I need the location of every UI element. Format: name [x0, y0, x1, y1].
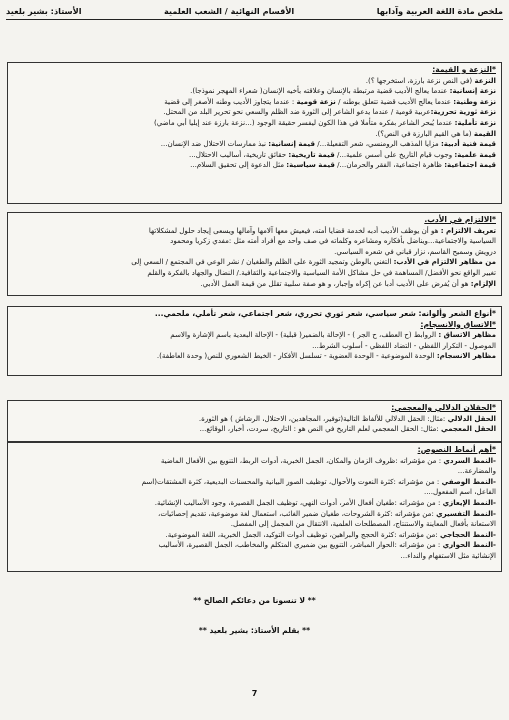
line-text: :مثال: الحقل الدلالي للألفاظ التالية(توفير، المجاهدين، الاحتلال، الرشاش ) هو الثورة. [198, 413, 448, 423]
keyword: نزعة ثورية تحررية: [430, 107, 496, 117]
text-line [13, 247, 496, 258]
line-text: :مثال: الحقل المعجمي لعلم التاريخ في النص هو : التاريخ، سردت، أخبار، الوقائع... [199, 424, 441, 434]
line-text: :من مؤشراته :كثرة الحجج والبراهين، توظيف أدوات التوكيد، الجمل الخبرية، اللغة الموضوعية. [165, 529, 440, 539]
header-section: الأقسام النهائية / الشعب العلمية [163, 6, 295, 16]
box-text-patterns [7, 442, 502, 572]
text-line [13, 351, 496, 362]
section-title: *النزعة و القيمة: [432, 65, 496, 74]
line-text: : من مؤشراته :طغيان أفعال الأمر، أدوات النهي، توظيف الجمل القصيرة، وجود الأساليب الإنشائية. [154, 497, 443, 507]
line-text: هو أن يُفرض على الأديب أدبا عن إكراه وإجبار، و هو صفة سلبية تقلل من قيمة العمل الأدبي. [200, 278, 471, 288]
line-text: عندما يُبحر الشاعر بفكره متأملا في هذا الكون ليفسر حقيقة الوجود (...نزعة بارزة عند إيليا أبي ماضي) [153, 117, 455, 127]
keyword: نزعة قومية [296, 96, 336, 106]
text-line [13, 86, 496, 97]
line-text: الفاعل، اسم المفعول.... [423, 487, 496, 497]
section-title: *الالتزام في الأدب. [424, 215, 496, 224]
footer-prayer: ** لا تنسونا من دعائكم الصالح ** [193, 596, 316, 605]
keyword: قيمة تاريخية: [288, 149, 335, 159]
text-line [13, 118, 496, 129]
text-line [13, 226, 496, 237]
section-title: *أهم أنماط النصوص: [417, 445, 496, 454]
box-tendency-value [7, 62, 502, 204]
header-rule [6, 19, 503, 20]
page-number: 7 [251, 689, 258, 698]
keyword: قيمة سياسية: [286, 160, 335, 170]
text-line [13, 487, 496, 498]
keyword: -النمط الحجاجي [439, 529, 496, 539]
line-text: : من مؤشراته :كثرة النعوت والأحوال، توظيف الصور البيانية والمحسنات البديعية، كثرة المشتقات(اسم [141, 476, 442, 486]
text-line [13, 551, 496, 562]
keyword: نزعة وطنية: [453, 96, 496, 106]
text-line [13, 139, 496, 150]
line-text: نبذ ممارسات الاحتلال ضد الإنسان... [160, 139, 269, 149]
line-text: عندما يعالج الأديب قضية مرتبطة بالإنسان وعلاقته بأخيه الإنسان( شعراء المهجر نموذجا). [190, 86, 450, 96]
line-text: والمضارعة... [457, 466, 496, 476]
box2-lines [13, 226, 496, 290]
text-line [13, 424, 496, 435]
text-line [13, 540, 496, 551]
keyword: الإلزام: [470, 278, 496, 288]
text-line [13, 279, 496, 290]
box-semantic-fields [7, 400, 502, 442]
text-line [13, 268, 496, 279]
text-line [13, 498, 496, 509]
keyword: مظاهر الاتساق : [438, 330, 496, 340]
line-text: مثل الدعوة إلى تحقيق السلام... [190, 160, 287, 170]
line-text: الإنشائية مثل الاستفهام والنداء... [400, 550, 496, 560]
text-line [13, 236, 496, 247]
line-text: : عندما يتجاوز الأديب وطنه الأصغر إلى قضية [164, 96, 297, 106]
box4-lines [13, 414, 496, 435]
line-text: :من مؤشراته :كثرة الشروحات، طغيان ضمير الغائب، استعمال لغة موضوعية، تقديم إحصائيات، [158, 508, 437, 518]
text-line [13, 341, 496, 352]
keyword: -النمط التفسيري [436, 508, 496, 518]
line-text: مزايا المذهب الرومنسي، شعر التفعيلة.../ [314, 139, 441, 149]
text-line [13, 97, 496, 108]
keyword: النزعة [474, 75, 496, 85]
line-text: (ما هي القيم البارزة في النص؟). [375, 128, 474, 138]
keyword: نزعة تأملية: [454, 117, 496, 127]
text-line [13, 509, 496, 520]
line-text: هو أن يوظف الأديب أدبه لخدمة قضايا أمته، فيعيش معها آلامها وآمالها ويسعى إيجاد حلول لمشكلاتها [148, 225, 441, 235]
text-line [13, 414, 496, 425]
header-subject: ملخص مادة اللغة العربية وآدابها [376, 6, 503, 16]
keyword: -النمط الإيعازي [442, 497, 496, 507]
text-line [13, 519, 496, 530]
box3-lines [13, 330, 496, 362]
text-line [13, 330, 496, 341]
page-header [6, 4, 503, 18]
box-commitment [7, 212, 502, 296]
box-poetry-types [7, 306, 502, 376]
line-text: : من مؤشراته :ظروف الزمان والمكان، الجمل الخبرية، أدوات الربط، التنويع بين الأفعال الماضية [160, 455, 444, 465]
poetry-types-line: *أنواع الشعر وألوانه: شعر سياسي، شعر ثوري تحرري، شعر اجتماعي، شعر تأملي، ملحمي... [154, 309, 496, 318]
section-title: *الاتساق والانسجام: [420, 319, 496, 329]
text-line [13, 456, 496, 467]
line-text: : من مؤشراته :الحوار المباشر، التنويع بين ضميري المتكلم والمخاطب، الجمل القصيرة، الأساليب [158, 540, 443, 550]
line-text: عربية قومية / [388, 107, 431, 117]
keyword: قيمة إنسانية: [268, 139, 315, 149]
line-text: تغيير الواقع نحو الأفضل/ المساهمة في حل مشاكل الأمة السياسية والاجتماعية والثقافية./ النضال والجهاد بالفكرة والقلم [147, 267, 496, 277]
text-line [13, 76, 496, 87]
keyword: -النمط السردي [443, 455, 496, 465]
text-line [13, 477, 496, 488]
text-line [13, 129, 496, 140]
text-line [13, 257, 496, 268]
keyword: نزعة إنسانية: [449, 86, 496, 96]
section-title: *الحقلان الدلالي والمعجمي: [391, 403, 496, 412]
header-teacher: الأستاذ: بشير بلعيد [6, 6, 82, 16]
keyword: الحقل المعجمي [440, 424, 496, 434]
line-text: ظاهرة اجتماعية، الفقر والحرمان.../ [334, 160, 445, 170]
keyword: -النمط الوصفي [441, 476, 496, 486]
keyword: الحقل الدلالي [447, 413, 496, 423]
line-text: عندما يدعو الشاعر إلى الثورة ضد الظلم والسعي نحو تحرير البلد من المحتل. [163, 107, 389, 117]
line-text: الروابط (ح العطف، ح الجر ) - الإحالة بالضمير( قبلية) - الإحالة البعدية باسم الإشارة والاسم [170, 330, 439, 340]
text-line [13, 160, 496, 171]
keyword: من مظاهر الالتزام في الأدب: [393, 257, 496, 267]
keyword: تعريف الالتزام : [440, 225, 496, 235]
line-text: الموصول - التكرار اللفظي - التضاد اللفظي - أسلوب الشرط... [312, 340, 496, 350]
box5-lines [13, 456, 496, 562]
keyword: قيمة فنية أدبية: [440, 139, 496, 149]
keyword: مظاهر الانسجام: [436, 351, 496, 361]
line-text: السياسية والاجتماعية...ويناضل بأفكاره ومشاعره وكلماته في صف واحد مع أفراد أمته مثل :مفدي زكريا ومحمود [170, 236, 496, 246]
line-text: (في النص نزعة بارزة، استخرجها ؟). [365, 75, 475, 85]
line-text: وجوب قيام التاريخ على أسس علمية.../ [334, 149, 455, 159]
text-line [13, 107, 496, 118]
line-text: الوحدة الموضوعية - الوحدة العضوية - تسلسل الأفكار - الخيط الشعوري للنص( وحدة العاطفة). [156, 351, 437, 361]
footer-author: ** بقلم الأستاذ: بشير بلعيد ** [198, 626, 311, 635]
text-line [13, 530, 496, 541]
box1-lines [13, 76, 496, 171]
line-text: التغني بالوطن وتمجيد الثورة على الظلم والطغيان / نشر الوعي في المجتمع / السعي إلى [131, 257, 394, 267]
line-text: عندما يعالج الأديب قضية تتعلق بوطنه / [335, 96, 454, 106]
keyword: قيمة اجتماعية: [444, 160, 496, 170]
text-line [13, 466, 496, 477]
line-text: الاستعانة بأفعال المعاينة والاستنتاج، المصطلحات العلمية، الانتقال من المجمل إلى المفصل. [230, 519, 496, 529]
text-line [13, 150, 496, 161]
keyword: قيمة علمية: [454, 149, 496, 159]
line-text: درويش وسميح القاسم، نزار قباني في شعره السياسي. [334, 246, 496, 256]
keyword: القيمة [473, 128, 496, 138]
keyword: -النمط الحواري [442, 540, 496, 550]
line-text: حقائق تاريخية، أساليب الاحتلال... [188, 149, 289, 159]
